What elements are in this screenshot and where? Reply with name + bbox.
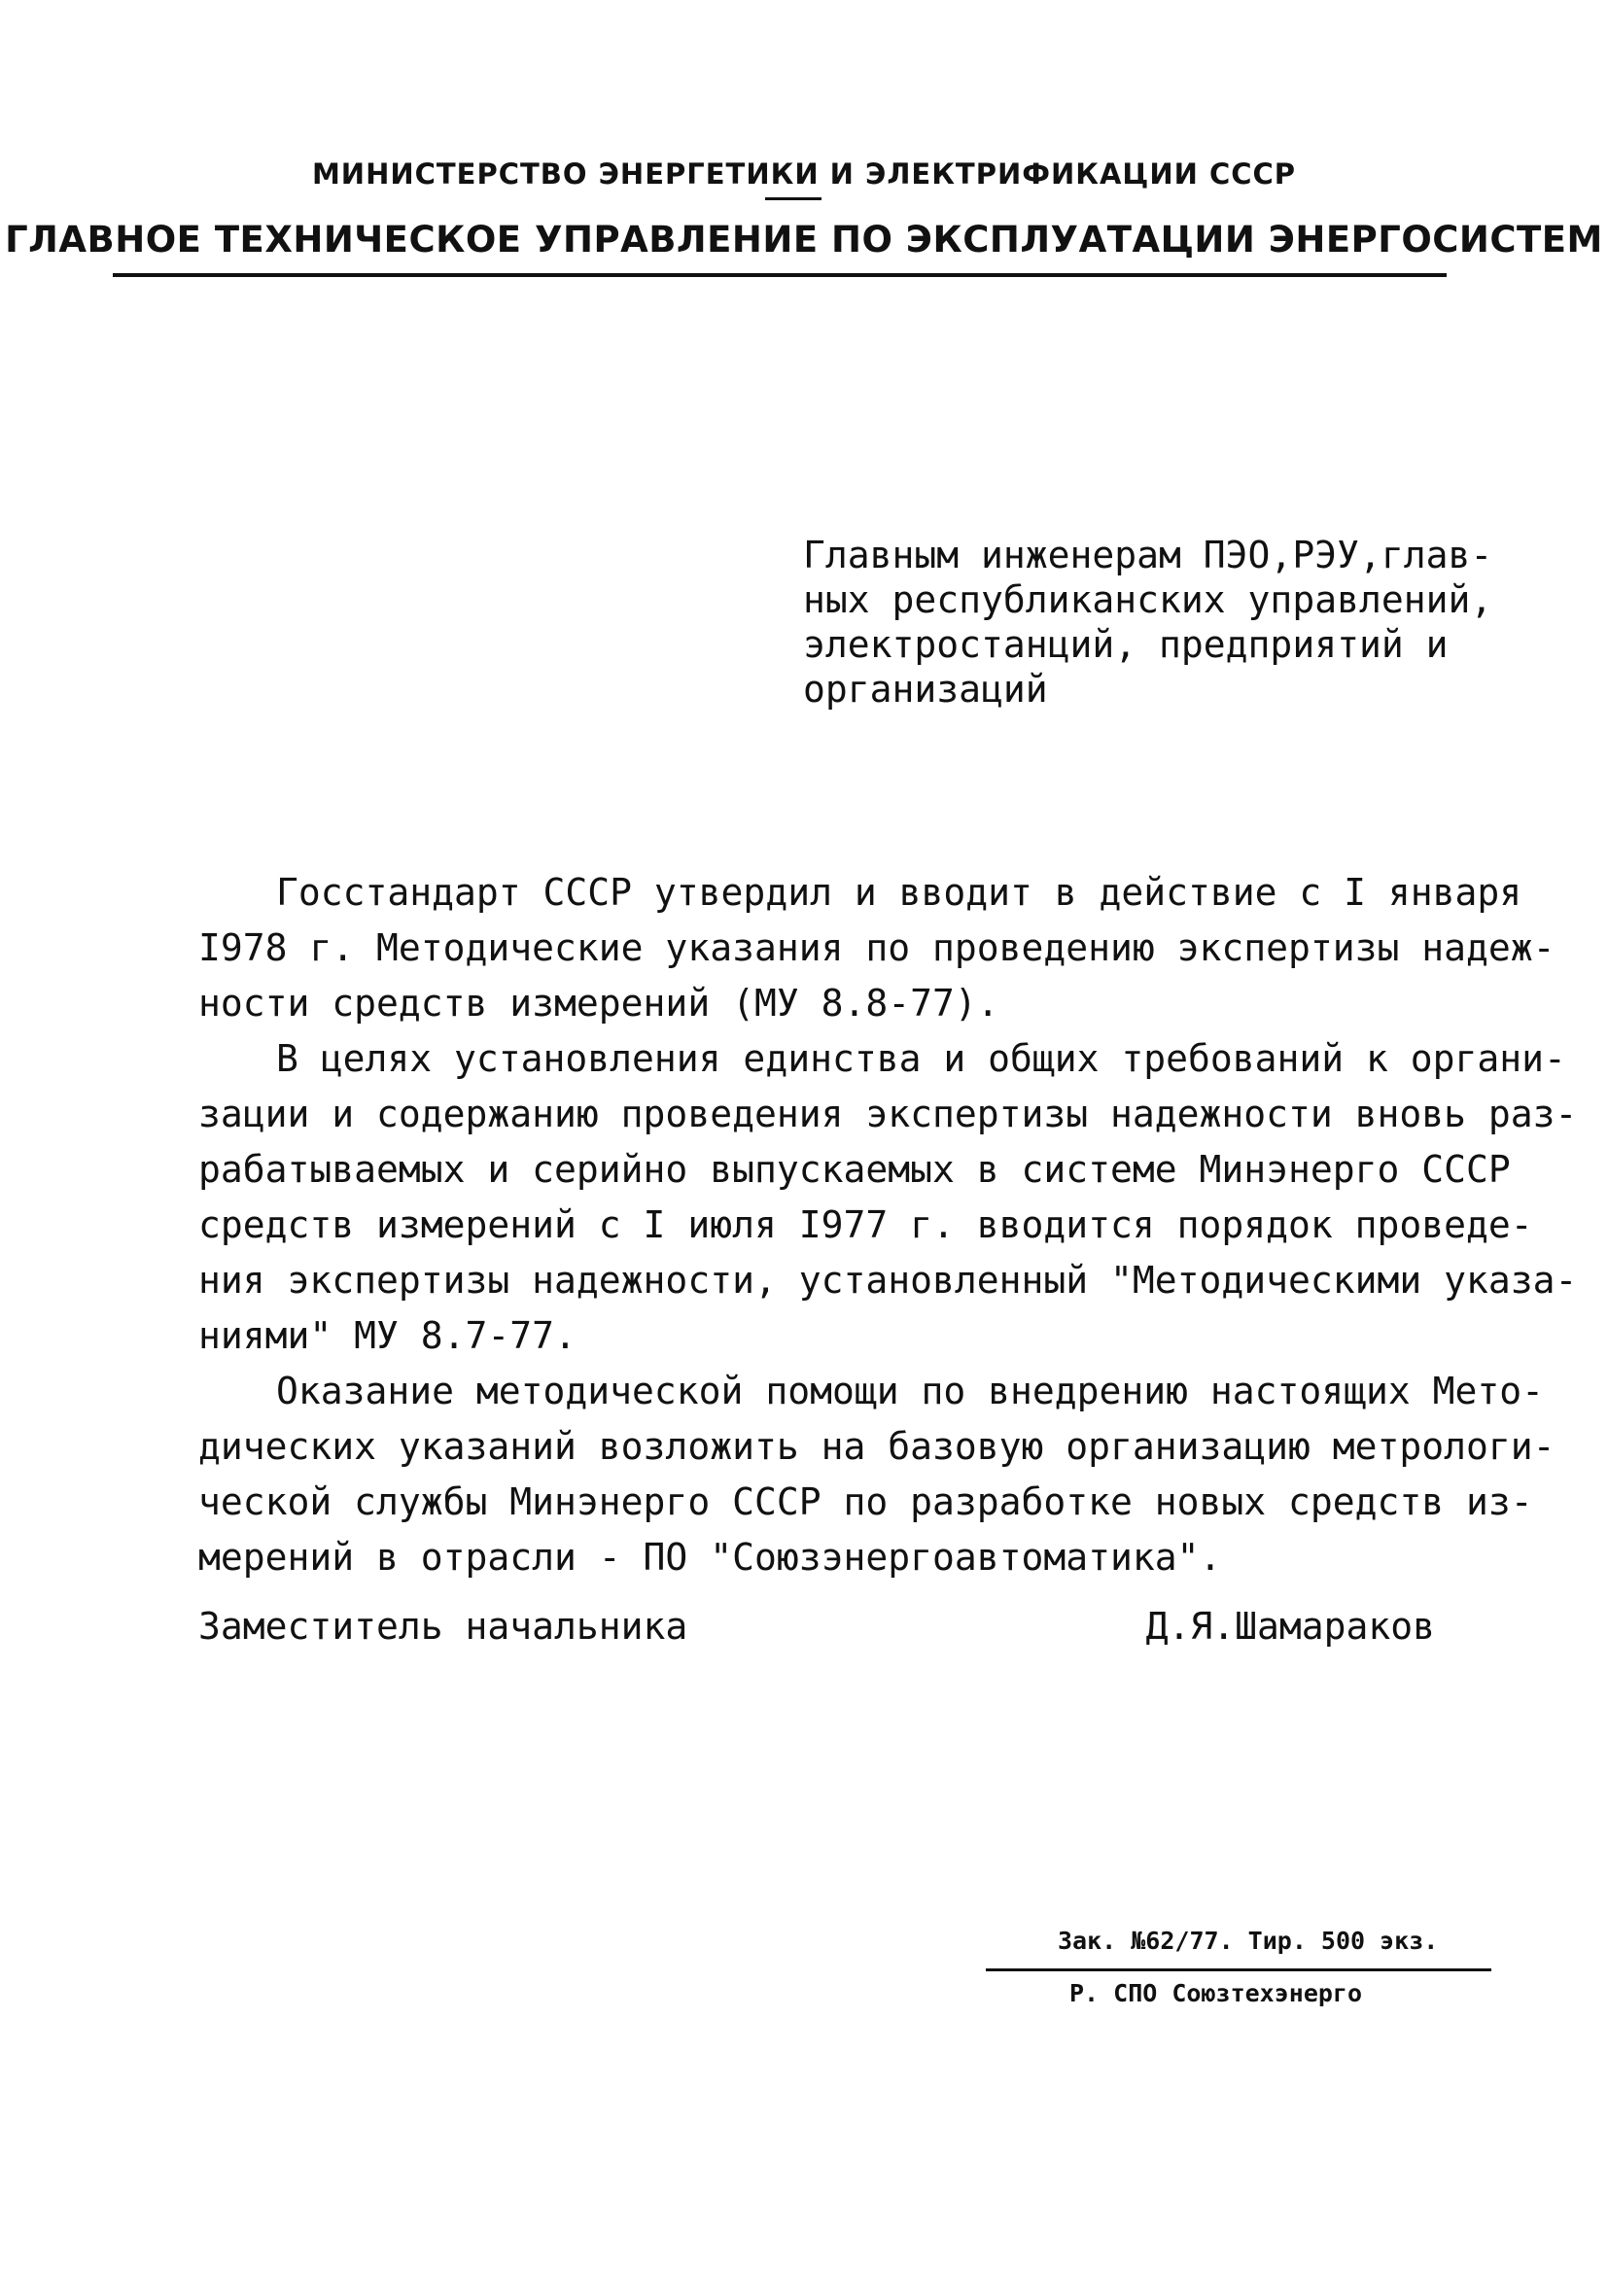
body-line: дических указаний возложить на базовую организацию метрологи- [198,1425,1556,1468]
imprint-rule [986,1968,1491,1971]
body-line: рабатываемых и серийно выпускаемых в системе Минэнерго СССР [198,1148,1511,1191]
header-rule [113,273,1447,277]
addressee-line: электростанций, предприятий и [803,623,1449,666]
body-line: средств измерений с I июля I977 г. вводится порядок проведе- [198,1203,1533,1246]
directorate-heading: ГЛАВНОЕ ТЕХНИЧЕСКОЕ УПРАВЛЕНИЕ ПО ЭКСПЛУАТАЦИИ ЭНЕРГОСИСТЕМ [5,219,1603,261]
body-line: ния экспертизы надежности, установленный "Методическими указа- [198,1259,1578,1302]
letter-body [198,865,1577,1585]
body-line: В целях установления единства и общих требований к органи- [276,1037,1566,1080]
addressee-block [803,533,1492,712]
addressee-line: Главным инженерам ПЭО,РЭУ,глав- [803,534,1493,576]
ministry-heading: МИНИСТЕРСТВО ЭНЕРГЕТИКИ И ЭЛЕКТРИФИКАЦИИ СССР [311,157,1297,191]
body-line: I978 г. Методические указания по проведению экспертизы надеж- [198,926,1556,969]
addressee-line: ных республиканских управлений, [803,578,1493,621]
imprint-order: Зак. №62/77. Тир. 500 экз. [1058,1927,1439,1955]
body-line: ниями" МУ 8.7-77. [198,1314,577,1357]
body-line: Оказание методической помощи по внедрению настоящих Мето- [276,1370,1545,1412]
body-line: зации и содержанию проведения экспертизы надежности вновь раз- [198,1093,1578,1135]
body-line: Госстандарт СССР утвердил и вводит в действие с I января [276,871,1522,914]
signatory-title: Заместитель начальника [198,1605,688,1648]
signatory-name: Д.Я.Шамараков [1145,1605,1435,1648]
addressee-line: организаций [803,668,1048,711]
body-line: ческой службы Минэнерго СССР по разработке новых средств из- [198,1480,1533,1523]
imprint-block [1011,1927,1497,2007]
body-line: ности средств измерений (МУ 8.8-77). [198,982,999,1025]
body-line: мерений в отрасли - ПО "Союзэнергоавтоматика". [198,1536,1222,1579]
imprint-printer: Р. СПО Союзтехэнерго [1069,1979,1363,2007]
ministry-underline [765,197,821,200]
